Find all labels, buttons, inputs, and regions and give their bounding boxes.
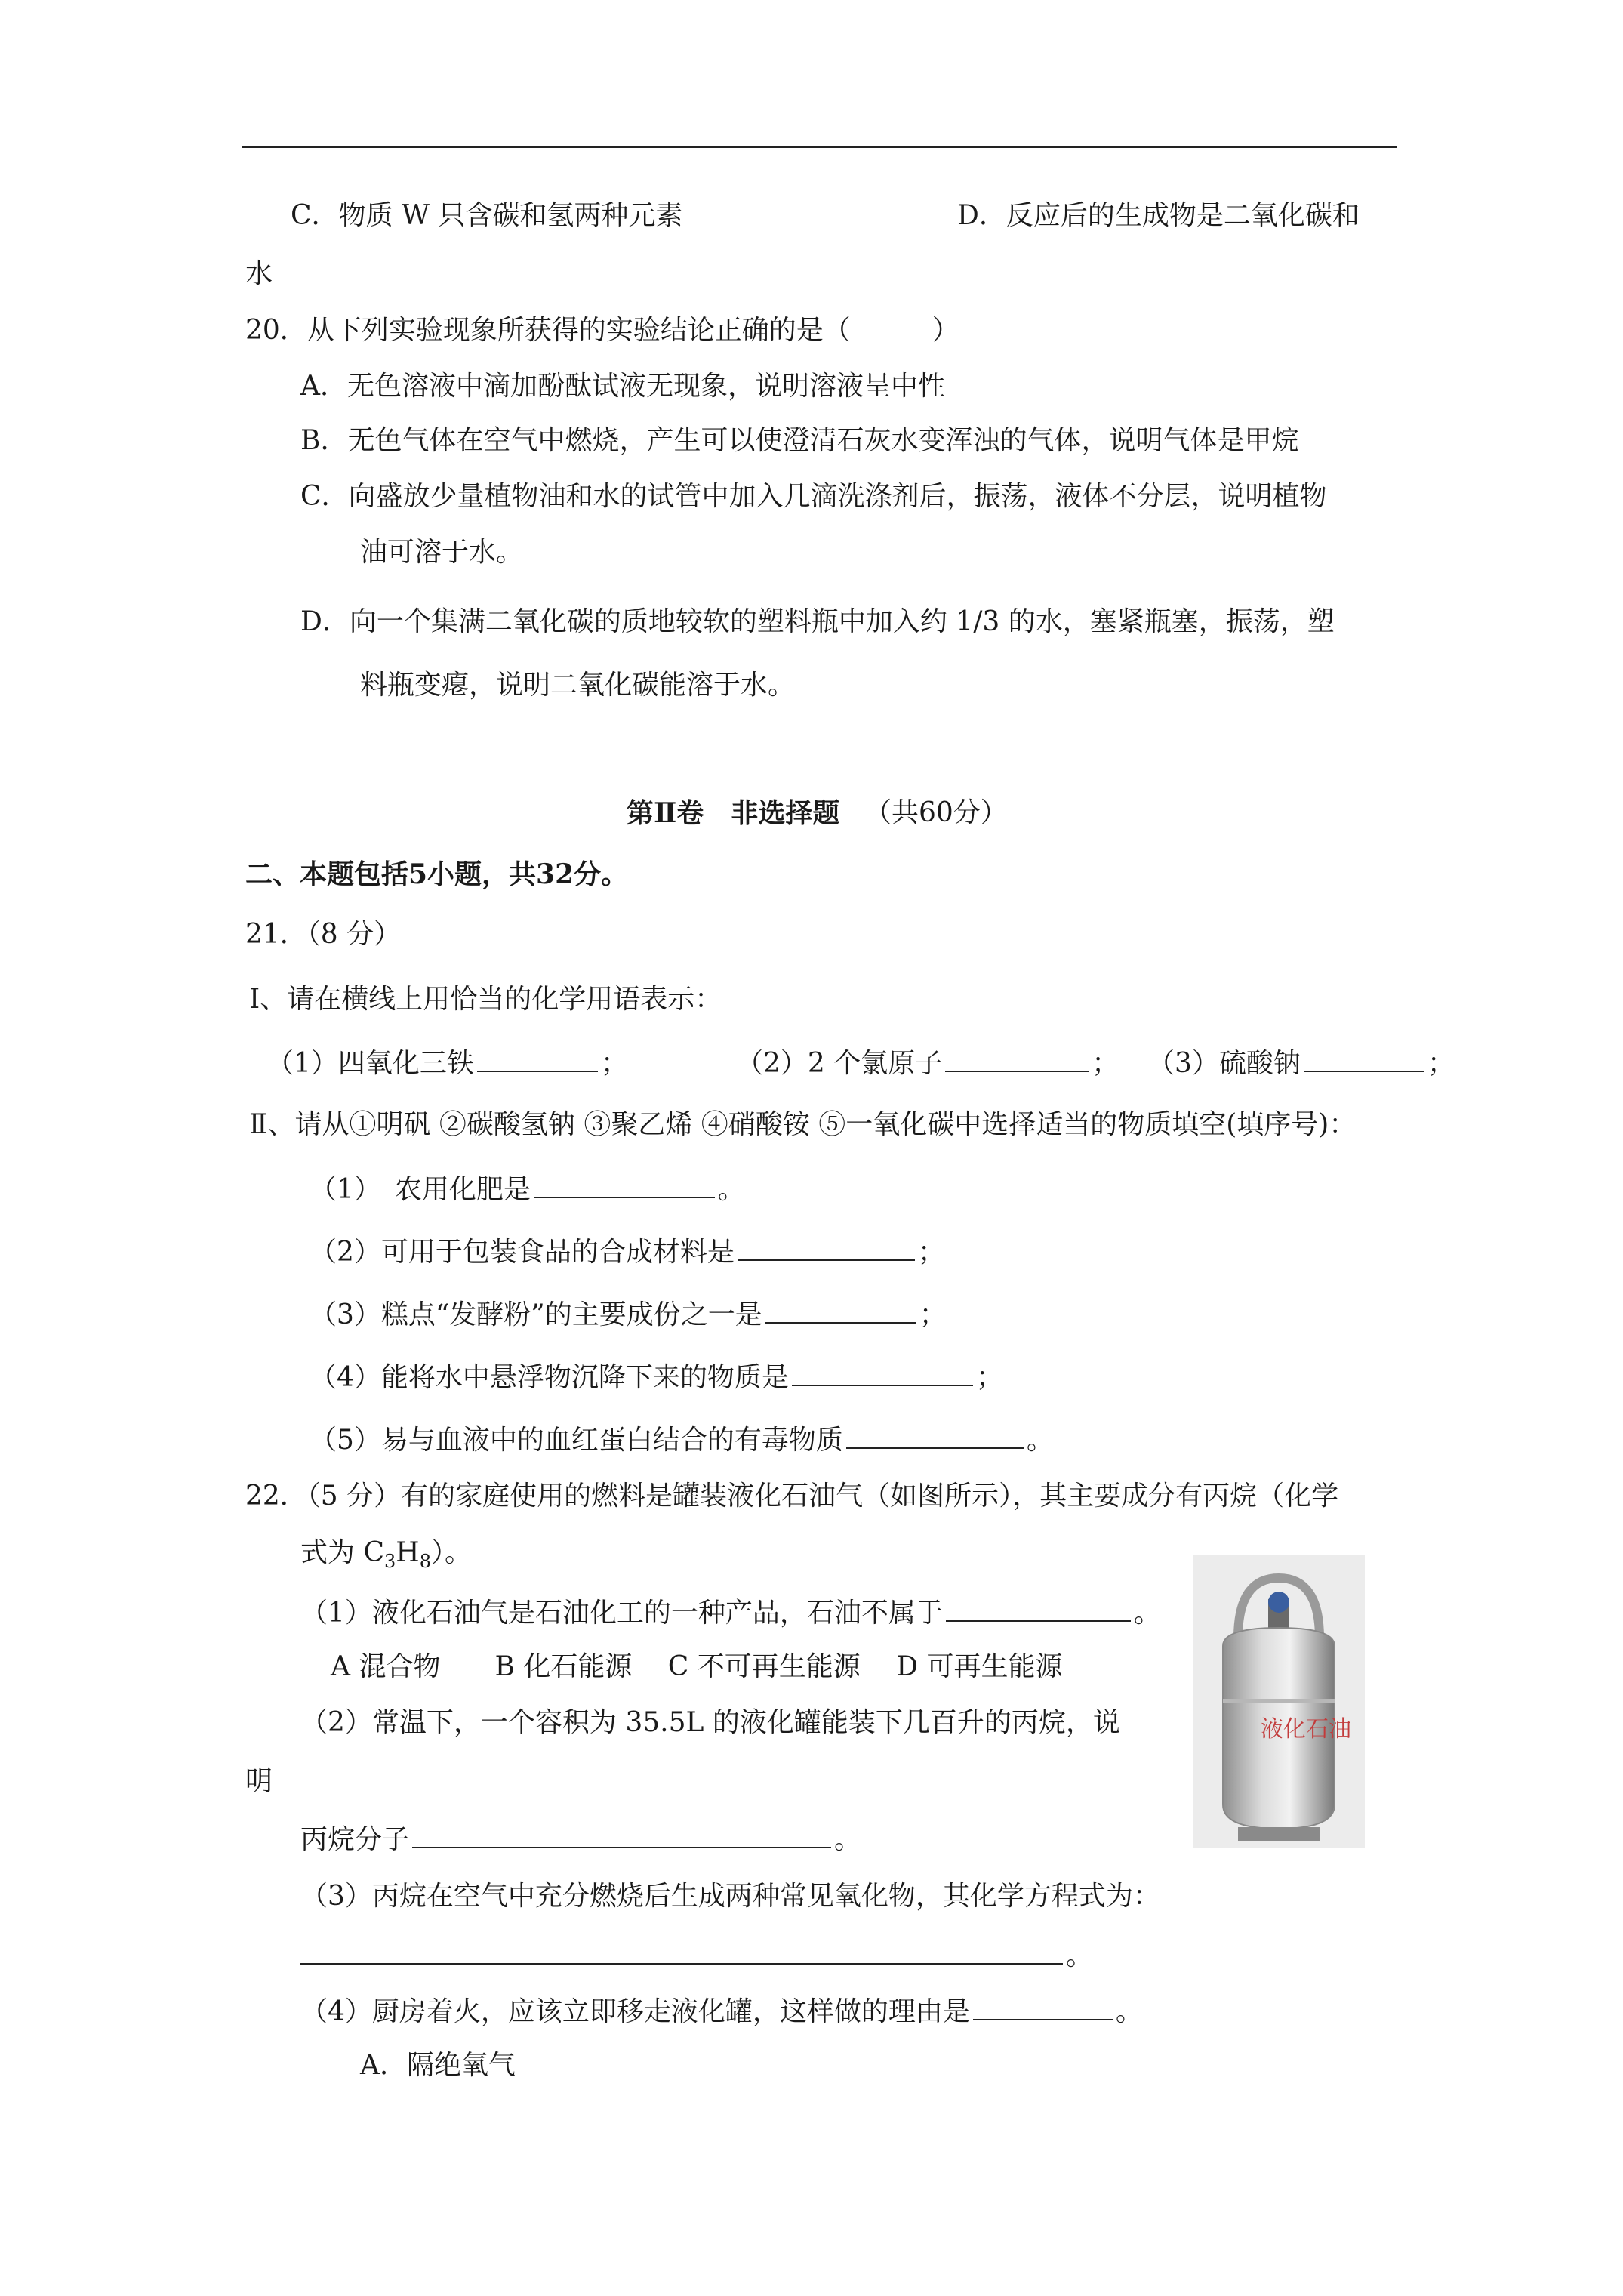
q21-ii-2-label: （2）可用于包装食品的合成材料是 <box>310 1237 735 1268</box>
q21-ii-1-label: （1） 农用化肥是 <box>310 1174 531 1205</box>
q20-option-a: A．无色溶液中滴加酚酞试液无现象，说明溶液呈中性 <box>300 371 945 402</box>
q21-item-1-label: （1）四氧化三铁 <box>266 1048 474 1079</box>
q21-ii-4 <box>310 1359 1003 1395</box>
punct: ； <box>600 1048 628 1079</box>
q21-ii-2 <box>310 1234 945 1269</box>
answer-blank[interactable] <box>765 1296 916 1324</box>
answer-blank[interactable] <box>738 1234 915 1261</box>
q22-stem: 22．（5 分）有的家庭使用的燃料是罐装液化石油气（如图所示），其主要成分有丙烷（化学 <box>245 1481 1339 1512</box>
q21-ii-1 <box>310 1171 745 1207</box>
lpg-cylinder-icon <box>1193 1555 1365 1848</box>
q20-option-d-continued: 料瓶变瘪，说明二氧化碳能溶于水。 <box>360 670 796 701</box>
q22-part3-answer <box>300 1937 1093 1973</box>
punct: ； <box>917 1237 945 1268</box>
q22-part2-label: 丙烷分子 <box>300 1824 410 1855</box>
q21-part2-instruction: Ⅱ、请从①明矾 ②碳酸氢钠 ③聚乙烯 ④硝酸铵 ⑤一氧化碳中选择适当的物质填空(填序号)： <box>249 1109 1357 1140</box>
tank-label: 液化石油 <box>1261 1716 1351 1743</box>
punct: 。 <box>1066 1940 1094 1971</box>
punct: 。 <box>1133 1598 1161 1629</box>
punct: ； <box>1092 1048 1119 1079</box>
lpg-cylinder-image <box>1193 1555 1365 1848</box>
answer-blank[interactable] <box>792 1359 973 1386</box>
answer-blank[interactable] <box>534 1171 715 1198</box>
q22-part1-label: （1）液化石油气是石油化工的一种产品，石油不属于 <box>300 1598 943 1629</box>
q22-part1 <box>300 1595 1161 1630</box>
q22-part2-wrap: 明 <box>245 1766 273 1797</box>
q22-part4-label: （4）厨房着火，应该立即移走液化罐，这样做的理由是 <box>300 1996 970 2027</box>
answer-blank[interactable] <box>477 1045 598 1072</box>
punct: 。 <box>717 1174 745 1205</box>
part2-title: 第Ⅱ卷 非选择题 <box>627 797 840 829</box>
subscript: 8 <box>419 1551 431 1573</box>
q21-ii-3-label: （3）糕点“发酵粉”的主要成份之一是 <box>310 1299 762 1330</box>
q21-ii-5-label: （5）易与血液中的血红蛋白结合的有毒物质 <box>310 1425 843 1456</box>
q21-item-1 <box>266 1045 628 1080</box>
q21-ii-4-label: （4）能将水中悬浮物沉降下来的物质是 <box>310 1362 789 1393</box>
answer-blank[interactable] <box>1304 1045 1424 1072</box>
answer-blank[interactable] <box>973 1993 1113 2020</box>
answer-blank[interactable] <box>945 1045 1089 1072</box>
formula-text: H <box>396 1537 420 1568</box>
answer-blank[interactable] <box>300 1937 1063 1965</box>
formula-text: 式为 C <box>300 1537 384 1568</box>
q21-item-2 <box>736 1045 1119 1080</box>
q22-formula-line <box>300 1536 472 1573</box>
q20-option-d: D．向一个集满二氧化碳的质地较软的塑料瓶中加入约 1/3 的水，塞紧瓶塞，振荡，塑 <box>300 606 1335 637</box>
q22-part2-continued <box>300 1821 861 1857</box>
q22-part4-option-a: A．隔绝氧气 <box>360 2050 516 2081</box>
formula-text: ）。 <box>430 1537 472 1568</box>
q21-heading: 21．（8 分） <box>245 919 402 950</box>
punct: ； <box>1427 1048 1455 1079</box>
part2-score: （共60分） <box>864 797 1008 828</box>
punct: 。 <box>834 1824 862 1855</box>
q21-item-3-label: （3）硫酸钠 <box>1147 1048 1301 1079</box>
q19-option-c: C．物质 W 只含碳和氢两种元素 <box>291 200 683 231</box>
q21-part1-instruction: Ⅰ、请在横线上用恰当的化学用语表示： <box>249 984 722 1015</box>
q19-option-d-continued: 水 <box>245 258 273 289</box>
q20-stem: 20．从下列实验现象所获得的实验结论正确的是（ ） <box>245 315 959 346</box>
answer-blank[interactable] <box>846 1422 1024 1449</box>
section-heading: 二、本题包括5小题，共32分。 <box>245 858 629 890</box>
q21-item-3 <box>1147 1045 1455 1080</box>
q20-option-b: B．无色气体在空气中燃烧，产生可以使澄清石灰水变浑浊的气体，说明气体是甲烷 <box>300 425 1299 456</box>
subscript: 3 <box>384 1551 396 1573</box>
q22-part2: （2）常温下，一个容积为 35.5L 的液化罐能装下几百升的丙烷，说 <box>300 1707 1120 1738</box>
q22-part3: （3）丙烷在空气中充分燃烧后生成两种常见氧化物，其化学方程式为： <box>300 1881 1160 1912</box>
header-rule <box>242 146 1397 148</box>
q20-option-c: C．向盛放少量植物油和水的试管中加入几滴洗涤剂后，振荡，液体不分层，说明植物 <box>300 481 1327 512</box>
punct: 。 <box>1115 1996 1143 2027</box>
q20-option-c-continued: 油可溶于水。 <box>360 537 524 568</box>
punct: ； <box>919 1299 947 1330</box>
punct: 。 <box>1026 1425 1054 1456</box>
q21-ii-3 <box>310 1296 947 1332</box>
q22-part4 <box>300 1993 1143 2029</box>
q22-part1-options: A 混合物 B 化石能源 C 不可再生能源 D 可再生能源 <box>331 1651 1063 1682</box>
answer-blank[interactable] <box>412 1821 831 1848</box>
q21-ii-5 <box>310 1422 1054 1457</box>
q21-item-2-label: （2）2 个氯原子 <box>736 1048 943 1079</box>
punct: ； <box>975 1362 1003 1393</box>
answer-blank[interactable] <box>946 1595 1131 1622</box>
q19-option-d: D．反应后的生成物是二氧化碳和 <box>957 200 1360 231</box>
